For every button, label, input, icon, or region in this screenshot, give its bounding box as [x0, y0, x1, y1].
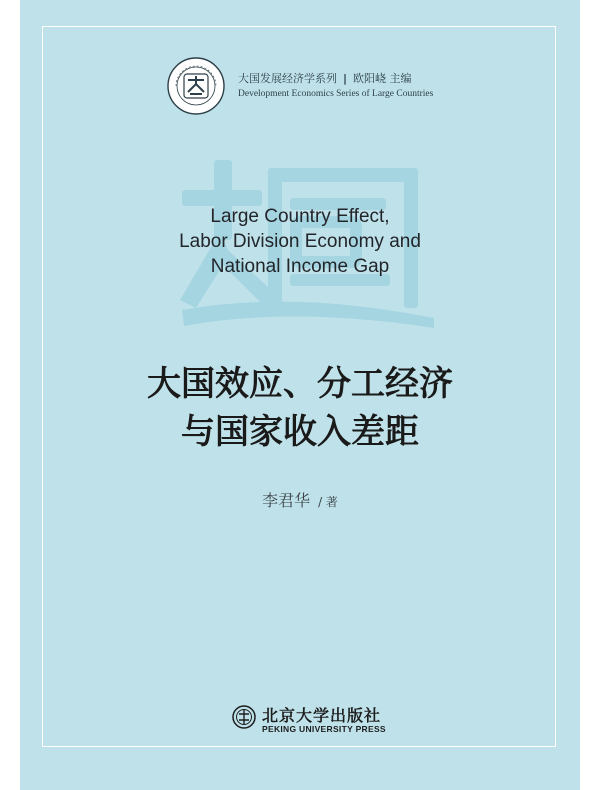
series-seal-logo — [166, 56, 226, 116]
chinese-title — [20, 360, 580, 456]
author-role: / 著 — [318, 495, 338, 509]
series-name-en: Development Economics Series of Large Countries — [238, 89, 434, 99]
chinese-title-line: 大国效应、分工经济 — [147, 364, 453, 404]
publisher-emblem-icon — [232, 705, 256, 729]
publisher-name-en: PEKING UNIVERSITY PRESS — [262, 724, 386, 734]
english-title-line: Large Country Effect, — [210, 206, 390, 227]
chinese-title-line: 与国家收入差距 — [181, 412, 419, 452]
series-separator: | — [343, 72, 348, 85]
book-cover — [20, 0, 580, 790]
english-title — [20, 204, 580, 279]
publisher-name-cn: 北京大学出版社 — [262, 706, 382, 725]
series-editor: 欧阳峣 主编 — [353, 72, 412, 85]
english-title-line: National Income Gap — [210, 256, 390, 277]
series-info — [238, 70, 433, 99]
english-title-line: Labor Division Economy and — [179, 231, 421, 252]
author-name: 李君华 — [262, 491, 311, 510]
series-title — [238, 70, 433, 86]
author-line — [20, 488, 580, 511]
series-name-cn: 大国发展经济学系列 — [238, 72, 337, 85]
